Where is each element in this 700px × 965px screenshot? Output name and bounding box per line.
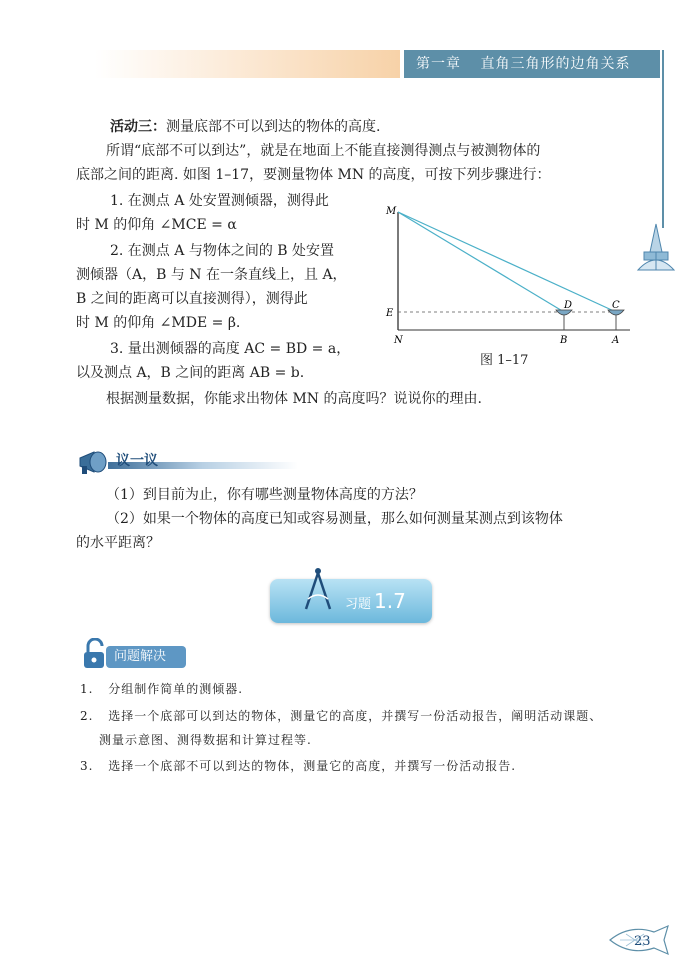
label-B: B <box>560 335 568 346</box>
unlock-icon <box>82 638 108 670</box>
step2-line-1: 2. 在测点 A 与物体之间的 B 处安置 <box>110 243 335 259</box>
step2-line-4: 时 M 的仰角 ∠MDE = β. <box>76 315 241 331</box>
problem-item-1-text: 分组制作简单的测倾器. <box>108 682 244 696</box>
exercise-number: 1.7 <box>374 589 406 613</box>
label-M: M <box>386 206 397 217</box>
problem-item-1 <box>80 679 243 699</box>
activity-title-rest: 测量底部不可以到达的物体的高度. <box>166 119 381 135</box>
discuss-question-2-line-2: 的水平距离？ <box>76 535 160 551</box>
problem-item-2-text: 选择一个底部可以到达的物体，测量它的高度，并撰写一份活动报告，阐明活动课题、 <box>108 709 603 723</box>
tower-icon <box>636 222 676 272</box>
exercise-label: 习题 <box>345 597 372 612</box>
page-number-badge <box>606 922 676 962</box>
sightline-MC <box>398 212 616 312</box>
intro-line-1: 所谓“底部不可以到达”，就是在地面上不能直接测得测点与被测物体的 <box>106 143 541 159</box>
label-A: A <box>612 335 620 346</box>
discuss-question-1: （1）到目前为止，你有哪些测量物体高度的方法？ <box>106 487 423 503</box>
sightline-MD <box>398 212 564 312</box>
step3-line-2: 以及测点 A，B 之间的距离 AB = b. <box>76 365 305 381</box>
intro-line-2: 底部之间的距离. 如图 1–17，要测量物体 MN 的高度，可按下列步骤进行： <box>76 167 551 183</box>
problem-item-3-num: 3. <box>80 759 94 773</box>
megaphone-icon <box>76 448 112 478</box>
problem-item-3-text: 选择一个底部不可以到达的物体，测量它的高度，并撰写一份活动报告. <box>108 759 517 773</box>
header-gradient <box>95 50 400 78</box>
step2-line-2: 测倾器（A，B 与 N 在一条直线上，且 A， <box>76 267 347 283</box>
chapter-header <box>404 50 660 78</box>
step1-line-1: 1. 在测点 A 处安置测倾器，测得此 <box>110 193 329 209</box>
problem-solving-label: 问题解决 <box>106 646 186 668</box>
problem-item-2-cont: 测量示意图、测得数据和计算过程等. <box>99 733 312 747</box>
page-number: 23 <box>634 934 651 949</box>
discuss-label: 议一议 <box>116 453 158 469</box>
figure-1-17 <box>384 198 634 348</box>
chapter-number: 第一章 <box>416 56 461 72</box>
conclusion-text: 根据测量数据，你能求出物体 MN 的高度吗？说说你的理由. <box>106 391 482 407</box>
discuss-question-2-line-1: （2）如果一个物体的高度已知或容易测量，那么如何测量某测点到该物体 <box>106 511 563 527</box>
problem-item-2 <box>80 706 602 726</box>
step1-line-2: 时 M 的仰角 ∠MCE = α <box>76 217 237 233</box>
exercise-title <box>345 589 406 613</box>
label-D: D <box>564 300 573 311</box>
activity-heading <box>110 116 380 138</box>
chapter-title: 直角三角形的边角关系 <box>480 56 631 72</box>
figure-caption: 图 1–17 <box>480 353 529 368</box>
step2-line-3: B 之间的距离可以直接测得），测得此 <box>76 291 308 307</box>
label-E: E <box>386 308 394 319</box>
step3-line-1: 3. 量出测倾器的高度 AC = BD = a， <box>110 341 351 357</box>
side-rule <box>662 50 664 228</box>
label-C: C <box>612 300 620 311</box>
problem-item-2-num: 2. <box>80 709 94 723</box>
compass-icon <box>298 565 338 615</box>
problem-item-1-num: 1. <box>80 682 94 696</box>
problem-item-3 <box>80 756 516 776</box>
label-N: N <box>394 335 403 346</box>
activity-title: 活动三： <box>110 119 166 135</box>
